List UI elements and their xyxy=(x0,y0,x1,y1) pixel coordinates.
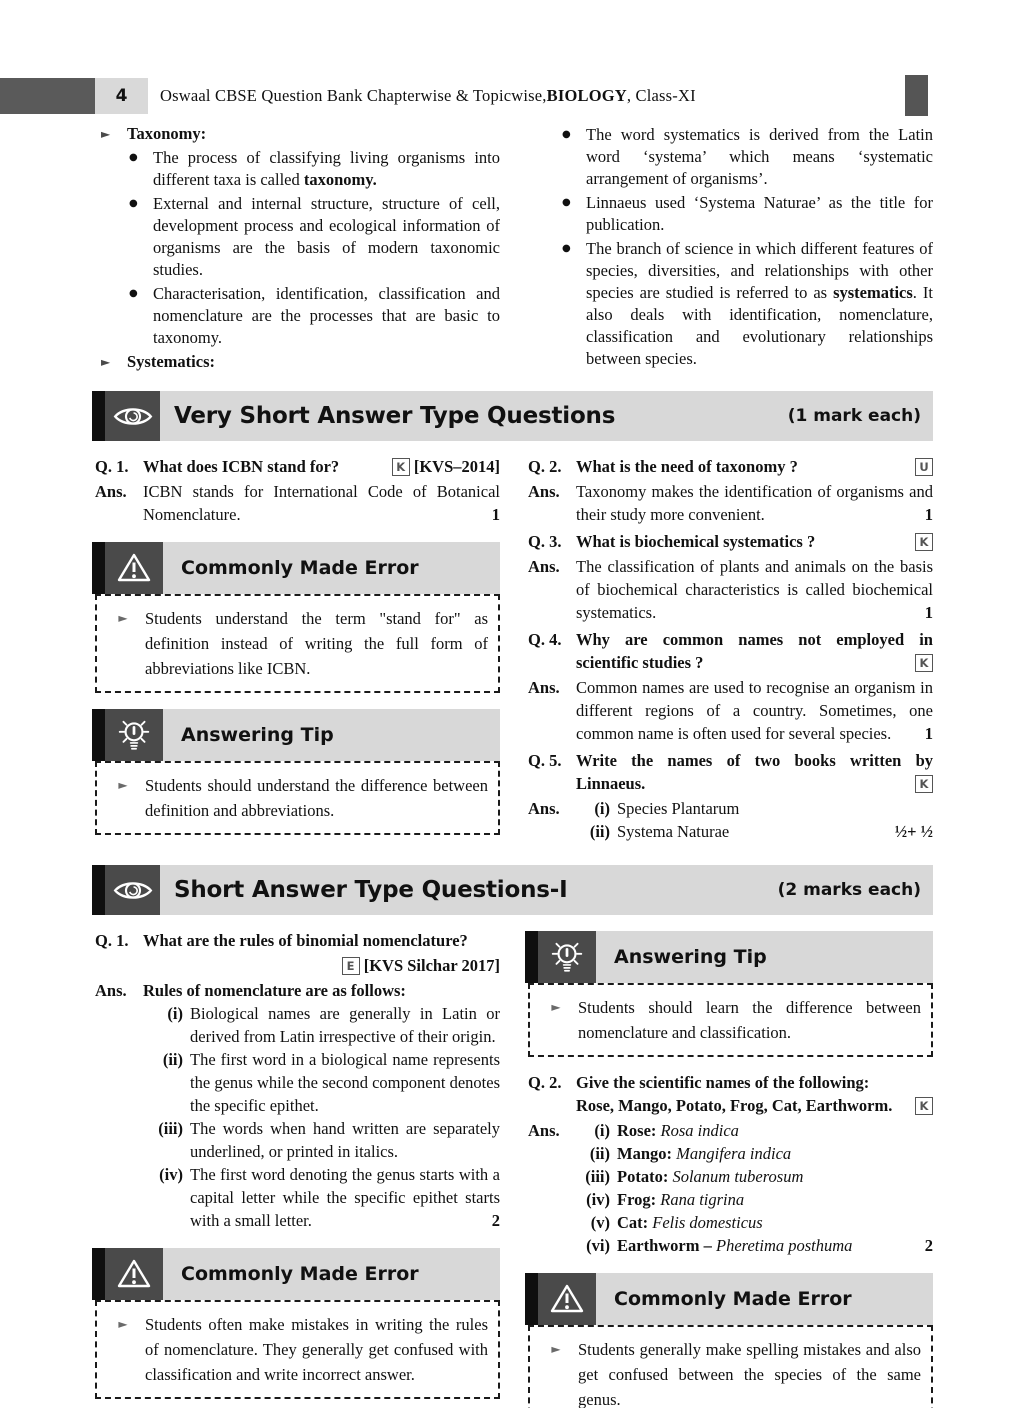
item-text xyxy=(617,820,933,843)
text-run-bold: systematics xyxy=(833,283,913,302)
dot-bullet-icon xyxy=(129,147,153,191)
scientific-name: Rosa indica xyxy=(660,1121,739,1140)
list-item xyxy=(129,283,500,349)
note-text: Students should understand the difference between definition and abbreviations. xyxy=(145,776,488,820)
intro-notes xyxy=(95,122,933,375)
eye-icon xyxy=(105,391,160,441)
note-title: Commonly Made Error xyxy=(614,1288,852,1310)
question-tags xyxy=(392,455,500,478)
question-text: What are the rules of binomial nomenclature? xyxy=(143,931,468,950)
note-header xyxy=(525,931,933,983)
text-run: . It also deals with identification, nomenclature, classification and evolutionary relationships between species. xyxy=(586,283,933,368)
answer-row xyxy=(528,797,933,843)
heading-label: Systematics: xyxy=(127,352,215,371)
note-text: Students should learn the difference between nomenclature and classification. xyxy=(578,998,921,1042)
scientific-name: Pheretima posthuma xyxy=(715,1236,853,1255)
note-body xyxy=(95,1300,500,1399)
exam-citation: [KVS–2014] xyxy=(413,457,500,476)
heading-label: Taxonomy: xyxy=(127,124,207,143)
commonly-made-error-box xyxy=(528,1273,933,1408)
question-text xyxy=(143,455,500,478)
item-label: (iv) xyxy=(159,1165,183,1184)
marks-value: 1 xyxy=(491,505,500,524)
item-label: (iii) xyxy=(158,1119,183,1138)
question-row xyxy=(528,749,933,795)
answer-row xyxy=(528,555,933,624)
question-block-q3 xyxy=(528,530,933,624)
answer-row xyxy=(528,1119,933,1257)
question-number: Q. 4. xyxy=(528,630,562,649)
text-run: The first word denoting the genus starts with a capital letter while the specific epithet starts with a small letter. xyxy=(190,1165,500,1230)
list-item-text xyxy=(586,238,933,370)
common-name: Mango: xyxy=(617,1144,672,1163)
marks-value: 2 xyxy=(491,1211,500,1230)
marks-value: 2 xyxy=(924,1236,933,1255)
note-header xyxy=(92,709,500,761)
cognitive-tag: K xyxy=(915,1097,933,1115)
list-item xyxy=(562,124,933,190)
note-header xyxy=(92,1248,500,1300)
item-label: (iii) xyxy=(585,1167,610,1186)
note-body xyxy=(95,761,500,835)
answer-list xyxy=(576,797,933,843)
vsa-section xyxy=(95,455,933,849)
intro-heading-taxonomy xyxy=(101,123,500,145)
text-run: ICBN stands for International Code of Botanical Nomenclature. xyxy=(143,482,500,524)
question-block-q2 xyxy=(528,455,933,526)
section-marks-note: (2 marks each) xyxy=(777,880,921,900)
answer-list-item xyxy=(576,1142,933,1165)
item-text xyxy=(617,1165,933,1188)
common-name: Frog: xyxy=(617,1190,657,1209)
title-pre: Oswaal CBSE Question Bank Chapterwise & Topicwise, xyxy=(160,86,547,105)
warning-triangle-icon xyxy=(105,542,163,594)
commonly-made-error-box xyxy=(95,542,500,693)
dot-bullet-icon xyxy=(562,124,586,190)
item-label: (ii) xyxy=(589,822,610,841)
text-run: The branch of science in which different features of species, diversities, and relationships with other species are studied is referred to as xyxy=(586,239,933,302)
answer-list-item xyxy=(143,1117,500,1163)
item-label: (iv) xyxy=(586,1190,610,1209)
question-block-q5 xyxy=(528,749,933,843)
list-item-text xyxy=(153,147,500,191)
dot-bullet-icon xyxy=(129,283,153,349)
question-row xyxy=(528,1071,933,1117)
text-run: Systema Naturae xyxy=(617,822,730,841)
answer-label: Ans. xyxy=(95,981,127,1000)
arrow-bullet-icon xyxy=(101,351,127,373)
note-title: Answering Tip xyxy=(614,946,767,968)
cognitive-tag: K xyxy=(392,458,410,476)
answering-tip-box xyxy=(95,709,500,835)
list-item xyxy=(129,147,500,191)
arrow-bullet-icon xyxy=(101,606,145,681)
light-bulb-icon xyxy=(105,709,163,761)
item-label: (ii) xyxy=(162,1050,183,1069)
question-row xyxy=(528,530,933,553)
answer-label: Ans. xyxy=(528,799,560,818)
sa-right-column xyxy=(528,929,933,1408)
item-text: Biological names are generally in Latin or derived from Latin irrespective of their origin. xyxy=(190,1004,500,1046)
answer-list-item xyxy=(576,797,933,820)
answer-list-item xyxy=(576,1119,933,1142)
question-row xyxy=(95,929,500,952)
list-item-text: Linnaeus used ‘Systema Naturae’ as the title for publication. xyxy=(586,193,933,234)
item-text xyxy=(617,1142,933,1165)
sa-left-column xyxy=(95,929,500,1408)
common-name: Potato: xyxy=(617,1167,669,1186)
common-name: Cat: xyxy=(617,1213,649,1232)
note-text: Students generally make spelling mistakes and also get confused between the species of the same genus. xyxy=(578,1340,921,1408)
arrow-bullet-icon xyxy=(101,1312,145,1387)
text-run: Why are common names not employed in scientific studies ? xyxy=(576,630,933,672)
marks-value: 1 xyxy=(924,505,933,524)
cognitive-tag: K xyxy=(915,775,933,793)
answer-label: Ans. xyxy=(528,678,560,697)
scientific-name: Mangifera indica xyxy=(676,1144,792,1163)
item-label: (vi) xyxy=(586,1236,610,1255)
sa-section xyxy=(95,929,933,1408)
question-number: Q. 5. xyxy=(528,751,562,770)
question-text xyxy=(576,455,933,478)
answering-tip-box xyxy=(528,931,933,1057)
question-text xyxy=(576,628,933,674)
section-header-sa xyxy=(92,865,933,915)
question-tags xyxy=(915,455,933,478)
question-number: Q. 3. xyxy=(528,532,562,551)
dot-bullet-icon xyxy=(129,193,153,281)
section-bar-strip xyxy=(92,391,105,441)
note-header xyxy=(525,1273,933,1325)
question-text xyxy=(576,530,933,553)
warning-triangle-icon xyxy=(105,1248,163,1300)
answer-text xyxy=(576,555,933,624)
answer-list-item xyxy=(143,1163,500,1232)
answer-list-item xyxy=(576,1188,933,1211)
answer-row xyxy=(95,979,500,1232)
question-row xyxy=(528,628,933,674)
page-number: 4 xyxy=(95,78,148,114)
page-title xyxy=(160,78,696,114)
vsa-left-column xyxy=(95,455,500,849)
note-strip xyxy=(525,1273,538,1325)
note-header xyxy=(92,542,500,594)
question-text xyxy=(576,749,933,795)
title-post: , Class-XI xyxy=(626,86,696,105)
section-title: Very Short Answer Type Questions xyxy=(174,403,616,429)
answer-row xyxy=(528,480,933,526)
item-text xyxy=(617,1188,933,1211)
text-run: Common names are used to recognise an organism in different regions of a country. Sometimes, one common name is often used for several species. xyxy=(576,678,933,743)
list-item-text: External and internal structure, structure of cell, development process and ecological information of organisms are the basis of modern taxonomic studies. xyxy=(153,194,500,279)
question-row xyxy=(528,455,933,478)
text-run: Taxonomy makes the identification of organisms and their study more convenient. xyxy=(576,482,933,524)
item-label: (ii) xyxy=(589,1144,610,1163)
text-run: What is biochemical systematics ? xyxy=(576,532,816,551)
question-block-sa-q2 xyxy=(528,1071,933,1257)
note-strip xyxy=(92,709,105,761)
section-bar-strip xyxy=(92,865,105,915)
question-subject-line xyxy=(576,1094,933,1117)
scientific-name: Rana tigrina xyxy=(660,1190,745,1209)
answer-list-item xyxy=(576,820,933,843)
text-run: What is the need of taxonomy ? xyxy=(576,457,798,476)
page-header xyxy=(0,78,1024,116)
answer-list-item xyxy=(576,1165,933,1188)
cognitive-tag: K xyxy=(915,654,933,672)
arrow-bullet-icon xyxy=(534,1337,578,1408)
cognitive-tag: U xyxy=(915,458,933,476)
intro-right-column xyxy=(528,122,933,375)
note-body xyxy=(95,594,500,693)
answer-label: Ans. xyxy=(528,1121,560,1140)
note-text: Students understand the term "stand for" as definition instead of writing the full form of abbreviations like ICBN. xyxy=(145,609,488,678)
item-label: (i) xyxy=(594,1121,610,1140)
scientific-name: Solanum tuberosum xyxy=(672,1167,804,1186)
question-tags xyxy=(915,1094,933,1117)
question-tags xyxy=(915,772,933,795)
item-text: The first word in a biological name represents the genus while the second component denotes the specific epithet. xyxy=(190,1050,500,1115)
note-strip xyxy=(92,542,105,594)
text-run: Rose, Mango, Potato, Frog, Cat, Earthworm. xyxy=(576,1096,893,1115)
text-run: Write the names of two books written by Linnaeus. xyxy=(576,751,933,793)
answer-list-item xyxy=(576,1234,933,1257)
dot-bullet-icon xyxy=(562,238,586,370)
question-block-sa-q1 xyxy=(95,929,500,1232)
note-strip xyxy=(525,931,538,983)
answer-list-item xyxy=(143,1002,500,1048)
common-name: Earthworm – xyxy=(617,1236,712,1255)
answer-list-item xyxy=(143,1048,500,1117)
arrow-bullet-icon xyxy=(101,123,127,145)
item-label: (i) xyxy=(594,799,610,818)
answer-label: Ans. xyxy=(95,482,127,501)
question-block-q4 xyxy=(528,628,933,745)
item-text xyxy=(617,1211,933,1234)
item-text xyxy=(190,1163,500,1232)
answer-text xyxy=(576,676,933,745)
item-text xyxy=(617,1234,933,1257)
marks-value: 1 xyxy=(924,724,933,743)
light-bulb-icon xyxy=(538,931,596,983)
note-strip xyxy=(92,1248,105,1300)
question-number: Q. 2. xyxy=(528,1073,562,1092)
question-tags xyxy=(95,954,500,977)
answer-body xyxy=(143,979,500,1232)
list-item xyxy=(562,192,933,236)
header-corner-tab xyxy=(905,75,928,116)
item-text: The words when hand written are separately underlined, or printed in italics. xyxy=(190,1119,500,1161)
answer-list xyxy=(576,1119,933,1257)
section-marks-note: (1 mark each) xyxy=(787,406,921,426)
answer-intro: Rules of nomenclature are as follows: xyxy=(143,981,406,1000)
answer-label: Ans. xyxy=(528,557,560,576)
cognitive-tag: E xyxy=(342,957,360,975)
cognitive-tag: K xyxy=(915,533,933,551)
text-run: The process of classifying living organisms into different taxa is called xyxy=(153,148,500,189)
note-title: Answering Tip xyxy=(181,724,334,746)
list-item-text: The word systematics is derived from the Latin word ‘systema’ which means ‘systematic arrangement of organisms’. xyxy=(586,125,933,188)
section-title: Short Answer Type Questions-I xyxy=(174,877,568,903)
answer-text xyxy=(143,480,500,526)
note-text: Students often make mistakes in writing the rules of nomenclature. They generally get confused with classification and write incorrect answer. xyxy=(145,1315,488,1384)
intro-left-column xyxy=(95,122,500,375)
question-number: Q. 2. xyxy=(528,457,562,476)
item-label: (v) xyxy=(590,1213,610,1232)
arrow-bullet-icon xyxy=(534,995,578,1045)
note-body xyxy=(528,1325,933,1408)
intro-heading-systematics xyxy=(101,351,500,373)
question-number: Q. 1. xyxy=(95,457,129,476)
dot-bullet-icon xyxy=(562,192,586,236)
exam-citation: [KVS Silchar 2017] xyxy=(363,956,500,975)
text-run-bold: taxonomy. xyxy=(303,170,377,189)
note-body xyxy=(528,983,933,1057)
note-title: Commonly Made Error xyxy=(181,557,419,579)
item-text xyxy=(617,1119,933,1142)
commonly-made-error-box xyxy=(95,1248,500,1399)
answer-label: Ans. xyxy=(528,482,560,501)
list-item xyxy=(562,238,933,370)
question-tags xyxy=(915,651,933,674)
text-run: What does ICBN stand for? xyxy=(143,457,340,476)
warning-triangle-icon xyxy=(538,1273,596,1325)
answer-row xyxy=(528,676,933,745)
question-body xyxy=(576,1071,933,1117)
title-bold: BIOLOGY xyxy=(546,86,627,105)
question-tags xyxy=(915,530,933,553)
answer-row xyxy=(95,480,500,526)
answer-list-item xyxy=(576,1211,933,1234)
marks-value: 1 xyxy=(924,603,933,622)
item-label: (i) xyxy=(167,1004,183,1023)
question-text: Give the scientific names of the following: xyxy=(576,1073,870,1092)
arrow-bullet-icon xyxy=(101,773,145,823)
note-title: Commonly Made Error xyxy=(181,1263,419,1285)
header-bar xyxy=(0,78,95,114)
text-run: The classification of plants and animals on the basis of biochemical characteristics is called biochemical systematics. xyxy=(576,557,933,622)
list-item-text: Characterisation, identification, classification and nomenclature are the processes that are basic to taxonomy. xyxy=(153,284,500,347)
eye-icon xyxy=(105,865,160,915)
question-row xyxy=(95,455,500,478)
answer-text xyxy=(576,480,933,526)
scientific-name: Felis domesticus xyxy=(652,1213,763,1232)
item-text: Species Plantarum xyxy=(617,799,740,818)
question-block-q1 xyxy=(95,455,500,526)
question-number: Q. 1. xyxy=(95,931,129,950)
section-header-vsa xyxy=(92,391,933,441)
answer-list xyxy=(143,1002,500,1232)
list-item xyxy=(129,193,500,281)
marks-value: ½+ ½ xyxy=(894,822,933,841)
vsa-right-column xyxy=(528,455,933,849)
common-name: Rose: xyxy=(617,1121,657,1140)
